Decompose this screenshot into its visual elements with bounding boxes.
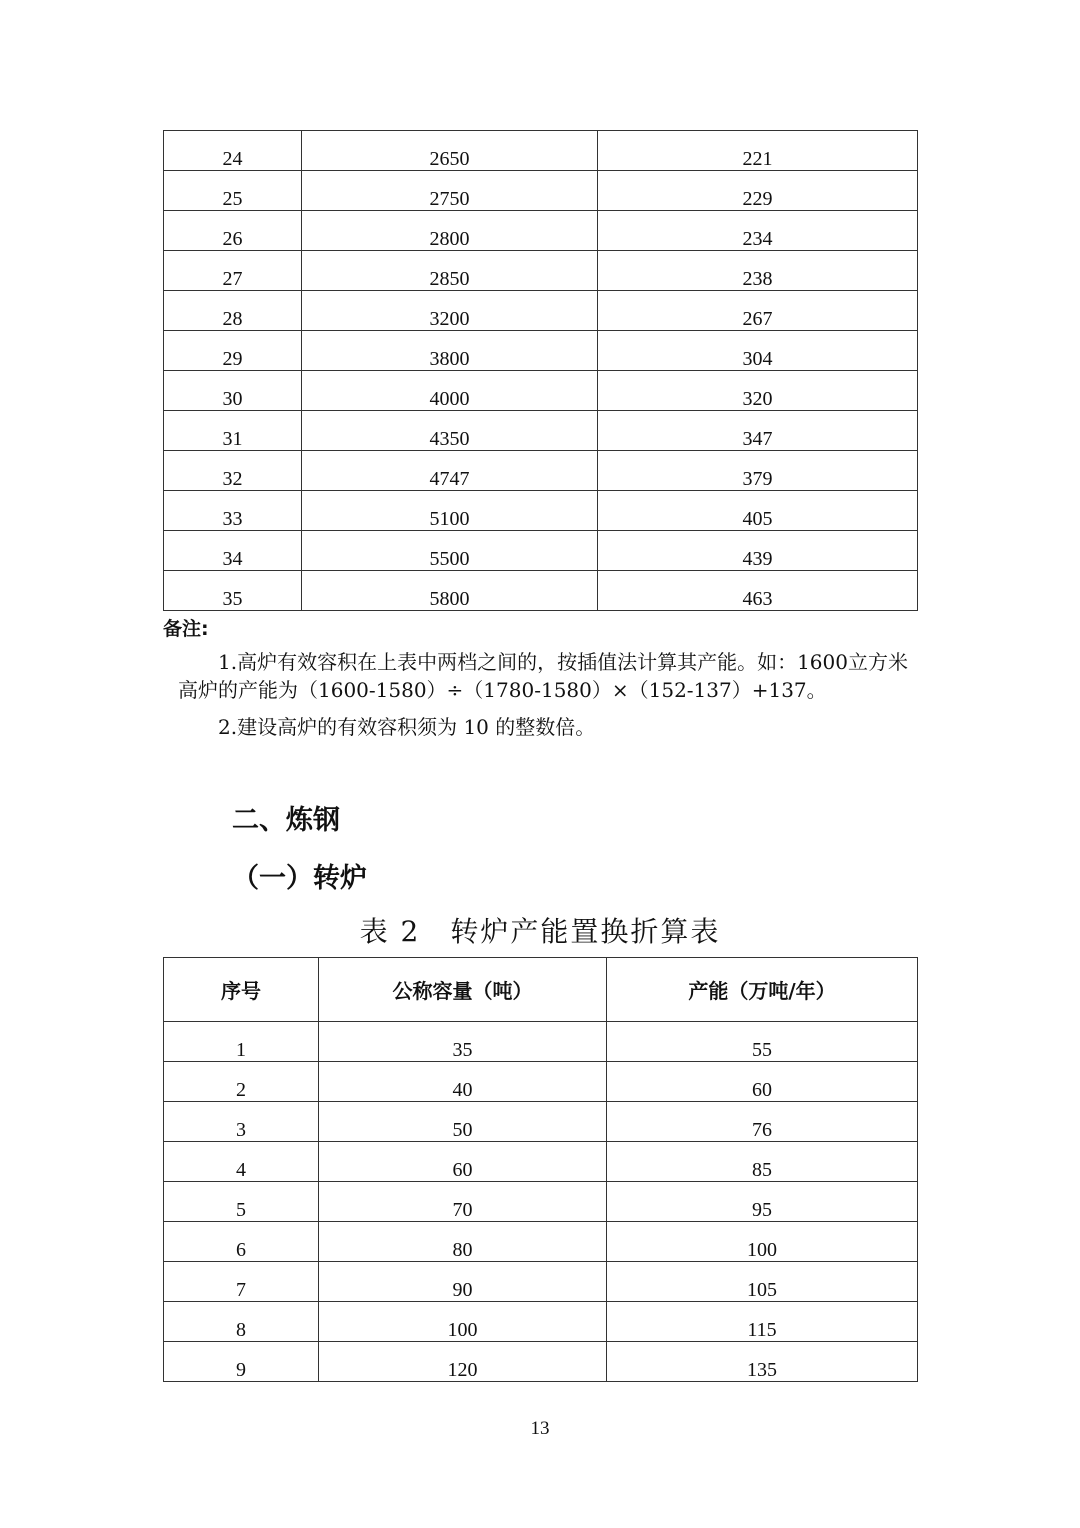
page-number: 13 (530, 1418, 550, 1439)
table-row (164, 251, 918, 291)
table-cell: 25 (164, 171, 302, 211)
table-cell: 35 (319, 1022, 607, 1062)
table-row (164, 171, 918, 211)
table-cell: 60 (319, 1142, 607, 1182)
table-cell: 3800 (302, 331, 598, 371)
table-cell: 3 (164, 1102, 319, 1142)
table-cell: 26 (164, 211, 302, 251)
table-cell: 29 (164, 331, 302, 371)
table-row (164, 571, 918, 611)
header-cell-capacity: 公称容量（吨） (319, 958, 607, 1022)
table-cell: 40 (319, 1062, 607, 1102)
table-row (164, 331, 918, 371)
table-cell: 70 (319, 1182, 607, 1222)
table1-body (164, 131, 918, 611)
table-cell: 267 (598, 291, 918, 331)
table-row (164, 491, 918, 531)
table-cell: 30 (164, 371, 302, 411)
table-cell: 90 (319, 1262, 607, 1302)
table-cell: 4 (164, 1142, 319, 1182)
table-cell: 8 (164, 1302, 319, 1342)
table-cell: 120 (319, 1342, 607, 1382)
table-row (164, 1142, 918, 1182)
table-cell: 55 (607, 1022, 918, 1062)
table-cell: 2 (164, 1062, 319, 1102)
table-cell: 5500 (302, 531, 598, 571)
table-cell: 3200 (302, 291, 598, 331)
table-cell: 95 (607, 1182, 918, 1222)
table-cell: 76 (607, 1102, 918, 1142)
table-cell: 379 (598, 451, 918, 491)
table-row (164, 1302, 918, 1342)
section-heading: 二、炼钢 (232, 805, 340, 836)
table-cell: 9 (164, 1342, 319, 1382)
table-row (164, 1062, 918, 1102)
converter-capacity-table (163, 957, 918, 1382)
table-cell: 135 (607, 1342, 918, 1382)
table-cell: 34 (164, 531, 302, 571)
table-cell: 60 (607, 1062, 918, 1102)
table-row (164, 1222, 918, 1262)
table-cell: 405 (598, 491, 918, 531)
table-cell: 2800 (302, 211, 598, 251)
table-cell: 28 (164, 291, 302, 331)
table-cell: 35 (164, 571, 302, 611)
table-row (164, 211, 918, 251)
table-cell: 238 (598, 251, 918, 291)
table-row (164, 1182, 918, 1222)
table-cell: 463 (598, 571, 918, 611)
table-cell: 4350 (302, 411, 598, 451)
table-cell: 234 (598, 211, 918, 251)
table-row (164, 1342, 918, 1382)
table-cell: 31 (164, 411, 302, 451)
table-cell: 33 (164, 491, 302, 531)
table-cell: 100 (607, 1222, 918, 1262)
header-cell-index: 序号 (164, 958, 319, 1022)
table-row (164, 411, 918, 451)
table-cell: 105 (607, 1262, 918, 1302)
table-row (164, 451, 918, 491)
table-cell: 4000 (302, 371, 598, 411)
table-cell: 32 (164, 451, 302, 491)
table-cell: 2850 (302, 251, 598, 291)
table-cell: 5 (164, 1182, 319, 1222)
table-row (164, 371, 918, 411)
table-row (164, 1102, 918, 1142)
table-cell: 439 (598, 531, 918, 571)
capacity-table-continued (163, 130, 918, 611)
table-cell: 5800 (302, 571, 598, 611)
table-cell: 27 (164, 251, 302, 291)
table2-header (164, 958, 918, 1022)
table-cell: 100 (319, 1302, 607, 1342)
section-subheading: （一）转炉 (232, 863, 367, 894)
table-cell: 304 (598, 331, 918, 371)
table-cell: 2750 (302, 171, 598, 211)
table-cell: 115 (607, 1302, 918, 1342)
table-cell: 229 (598, 171, 918, 211)
header-cell-output: 产能（万吨/年） (607, 958, 918, 1022)
table-row (164, 131, 918, 171)
table-cell: 4747 (302, 451, 598, 491)
table-cell: 24 (164, 131, 302, 171)
table-row (164, 1022, 918, 1062)
table-cell: 221 (598, 131, 918, 171)
notes-label: 备注: (163, 618, 209, 640)
table-cell: 5100 (302, 491, 598, 531)
table-row (164, 1262, 918, 1302)
table-cell: 320 (598, 371, 918, 411)
note-2: 2.建设高炉的有效容积须为 10 的整数倍。 (218, 715, 596, 739)
table2-body (164, 1022, 918, 1382)
table-cell: 80 (319, 1222, 607, 1262)
table-row (164, 531, 918, 571)
table-cell: 2650 (302, 131, 598, 171)
table-row (164, 291, 918, 331)
table-cell: 50 (319, 1102, 607, 1142)
table-caption: 表 2 转炉产能置换折算表 (359, 915, 721, 948)
table-cell: 6 (164, 1222, 319, 1262)
table-cell: 1 (164, 1022, 319, 1062)
note-1: 1.高炉有效容积在上表中两档之间的，按插值法计算其产能。如：1600立方米高炉的产能为（1600-1580）÷（1780-1580）×（152-137）+137。 (178, 650, 908, 702)
table-cell: 7 (164, 1262, 319, 1302)
table-cell: 85 (607, 1142, 918, 1182)
table-cell: 347 (598, 411, 918, 451)
header-row (164, 958, 918, 1022)
